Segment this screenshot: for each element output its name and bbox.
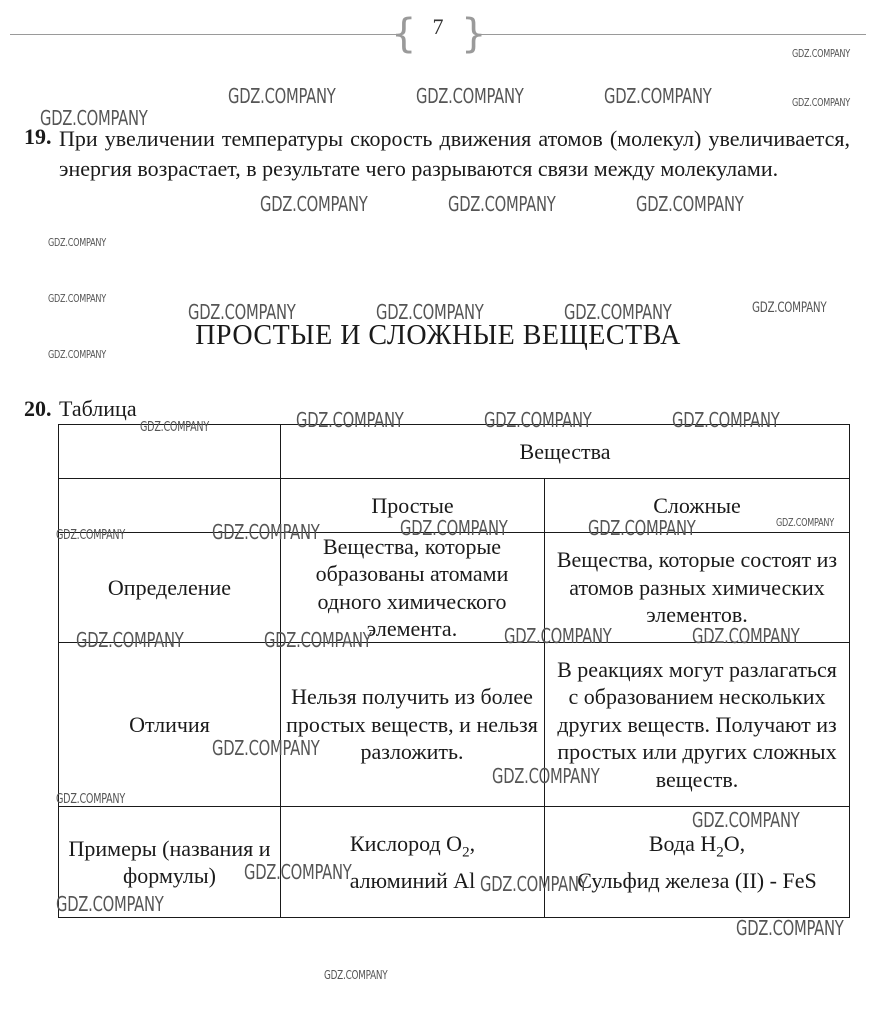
examples-complex-tail: O, [723, 830, 746, 856]
examples-complex-subscript: 2 [716, 844, 724, 861]
watermark: GDZ.COMPANY [400, 516, 508, 540]
differences-complex: В реакциях могут разлагаться с образованием нескольких других веществ. Получают из простых или других сложных веществ. [557, 656, 837, 792]
right-brace-icon: } [461, 11, 487, 57]
task-19-number: 19. [24, 124, 52, 149]
page-number: 7 [432, 14, 444, 39]
examples-complex-name: Вода H [648, 830, 717, 856]
task-20-label: Таблица [59, 396, 137, 421]
watermark: GDZ.COMPANY [484, 408, 592, 432]
watermark: GDZ.COMPANY [636, 192, 744, 216]
task-20-number: 20. [24, 396, 52, 421]
table-header-substances: Вещества [519, 438, 611, 464]
section-title: ПРОСТЫЕ И СЛОЖНЫЕ ВЕЩЕСТВА [195, 320, 681, 351]
watermark: GDZ.COMPANY [264, 628, 372, 652]
watermark: GDZ.COMPANY [376, 300, 484, 324]
table-header-complex: Сложные [653, 492, 741, 518]
row-label-definition: Определение [107, 574, 232, 600]
table-header-simple: Простые [371, 492, 454, 518]
watermark: GDZ.COMPANY [244, 860, 352, 884]
watermark: GDZ.COMPANY [504, 624, 612, 648]
watermark: GDZ.COMPANY [492, 764, 600, 788]
watermark: GDZ.COMPANY [296, 408, 404, 432]
watermark: GDZ.COMPANY [480, 872, 588, 896]
watermark: GDZ.COMPANY [692, 624, 800, 648]
definition-simple: Вещества, которые образованы атомами одного химического элемента. [315, 533, 509, 641]
watermark: GDZ.COMPANY [588, 516, 696, 540]
definition-complex: Вещества, которые состоят из атомов разных химических элементов. [556, 547, 838, 628]
watermark: GDZ.COMPANY [448, 192, 556, 216]
watermark: GDZ.COMPANY [212, 520, 320, 544]
watermark: GDZ.COMPANY [40, 106, 148, 130]
watermark: GDZ.COMPANY [672, 408, 780, 432]
examples-simple-comma: , [469, 830, 476, 856]
watermark: GDZ.COMPANY [736, 916, 844, 940]
watermark: GDZ.COMPANY [228, 84, 336, 108]
examples-simple-line2: алюминий Al [349, 867, 476, 893]
watermark: GDZ.COMPANY [48, 236, 106, 249]
watermark: GDZ.COMPANY [76, 628, 184, 652]
watermark: GDZ.COMPANY [56, 892, 164, 916]
watermark: GDZ.COMPANY [212, 736, 320, 760]
watermark: GDZ.COMPANY [56, 792, 125, 807]
watermark: GDZ.COMPANY [416, 84, 524, 108]
task-19-answer: При увеличении температуры скорость движения атомов (молекул) увеличивается, энергия возрастает, в результате чего разрываются связи между молекулами. [59, 126, 850, 181]
watermark: GDZ.COMPANY [140, 420, 209, 435]
watermark: GDZ.COMPANY [56, 528, 125, 543]
examples-simple-name: Кислород O [349, 830, 463, 856]
watermark: GDZ.COMPANY [564, 300, 672, 324]
watermark: GDZ.COMPANY [792, 96, 850, 109]
watermark: GDZ.COMPANY [260, 192, 368, 216]
watermark: GDZ.COMPANY [776, 516, 834, 529]
watermark: GDZ.COMPANY [752, 300, 827, 316]
watermark: GDZ.COMPANY [48, 348, 106, 361]
watermark: GDZ.COMPANY [324, 968, 388, 982]
differences-simple: Нельзя получить из более простых веществ, и нельзя разложить. [286, 684, 538, 765]
row-label-differences: Отличия [129, 711, 210, 737]
table-border-right [849, 424, 850, 918]
examples-simple-subscript: 2 [462, 844, 470, 861]
watermark: GDZ.COMPANY [48, 292, 106, 305]
row-label-examples: Примеры (названия и формулы) [68, 835, 271, 888]
watermark: GDZ.COMPANY [792, 47, 850, 60]
table-border-bottom [58, 917, 850, 918]
watermark: GDZ.COMPANY [604, 84, 712, 108]
examples-complex-line2: Сульфид железа (II) - FeS [577, 867, 817, 893]
left-brace-icon: { [391, 11, 417, 57]
watermark: GDZ.COMPANY [188, 300, 296, 324]
watermark: GDZ.COMPANY [692, 808, 800, 832]
